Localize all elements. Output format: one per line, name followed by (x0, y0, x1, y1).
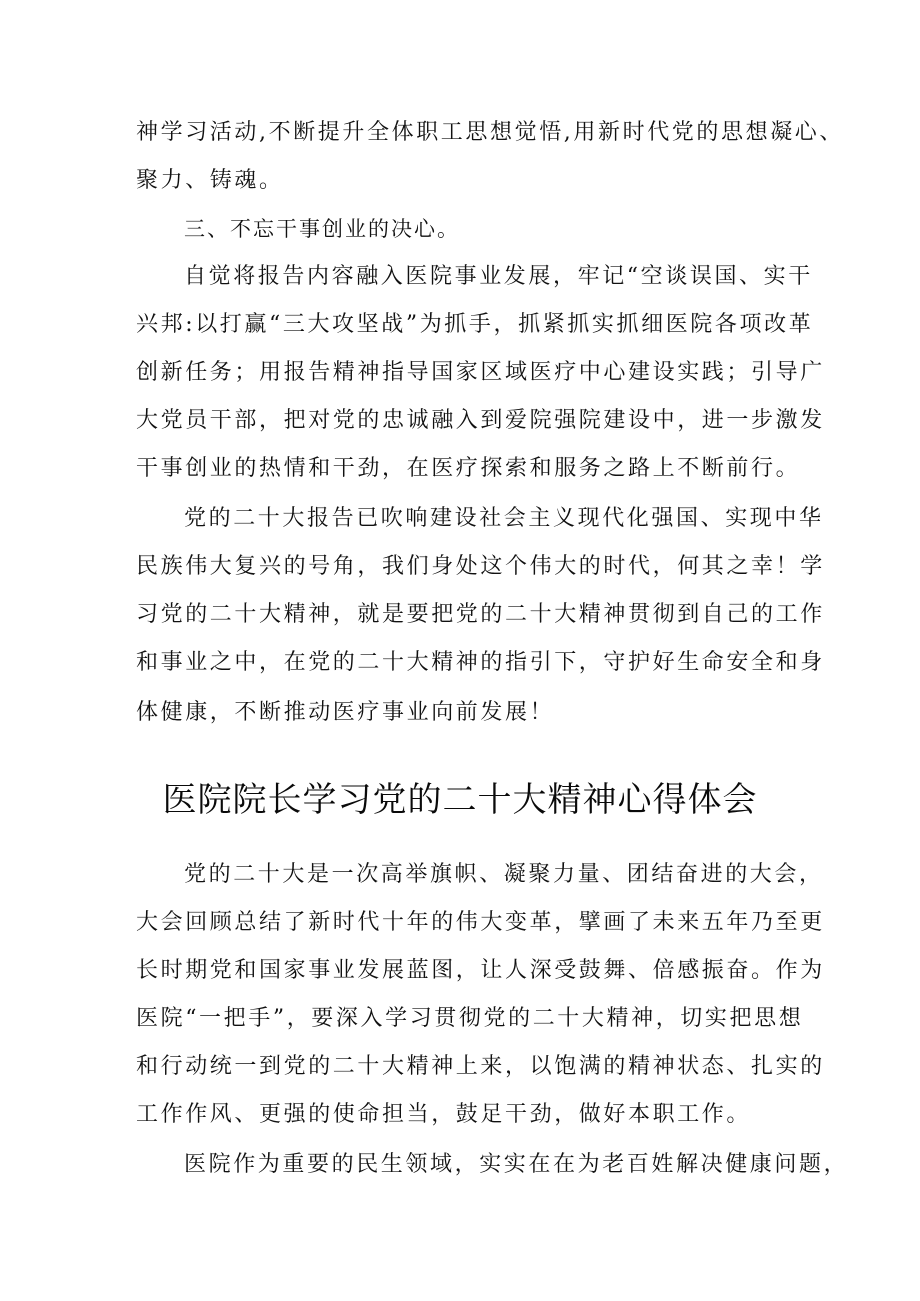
text-line: 神学习活动,不断提升全体职工思想觉悟,用新时代党的思想凝心、 (136, 120, 844, 145)
text-line: 医院“一把手”，要深入学习贯彻党的二十大精神，切实把思想 (136, 1006, 804, 1031)
text-line: 大会回顾总结了新时代十年的伟大变革，擘画了未来五年乃至更 (136, 910, 825, 935)
text-line: 习党的二十大精神，就是要把党的二十大精神贯彻到自己的工作 (136, 602, 825, 627)
text-line: 兴邦:以打赢“三大攻坚战”为抓手，抓紧抓实抓细医院各项改革 (136, 312, 814, 337)
text-line: 干事创业的热情和干劲，在医疗探索和服务之路上不断前行。 (136, 456, 801, 481)
text-line: 民族伟大复兴的号角，我们身处这个伟大的时代，何其之幸！学 (136, 554, 825, 579)
section-heading: 三、不忘干事创业的决心。 (184, 217, 460, 241)
text-line: 党的二十大报告已吹响建设社会主义现代化强国、实现中华 (184, 506, 824, 531)
text-line: 和行动统一到党的二十大精神上来，以饱满的精神状态、扎实的 (136, 1054, 825, 1079)
text-line: 工作作风、更强的使命担当，鼓足干劲，做好本职工作。 (136, 1102, 752, 1127)
text-line: 医院作为重要的民生领域，实实在在为老百姓解决健康问题， (184, 1152, 849, 1177)
article-title: 医院院长学习党的二十大精神心得体会 (162, 780, 758, 820)
text-line: 体健康，不断推动医疗事业向前发展！ (136, 700, 555, 725)
text-line: 创新任务；用报告精神指导国家区域医疗中心建设实践；引导广 (136, 360, 825, 385)
text-line: 聚力、铸魂。 (136, 168, 284, 193)
text-line: 自觉将报告内容融入医院事业发展，牢记“空谈误国、实干 (184, 264, 813, 289)
text-line: 和事业之中，在党的二十大精神的指引下，守护好生命安全和身 (136, 650, 825, 675)
text-line: 长时期党和国家事业发展蓝图，让人深受鼓舞、倍感振奋。作为 (136, 958, 825, 983)
text-line: 大党员干部，把对党的忠诚融入到爱院强院建设中，进一步激发 (136, 408, 825, 433)
text-line: 党的二十大是一次高举旗帜、凝聚力量、团结奋进的大会， (184, 862, 824, 887)
